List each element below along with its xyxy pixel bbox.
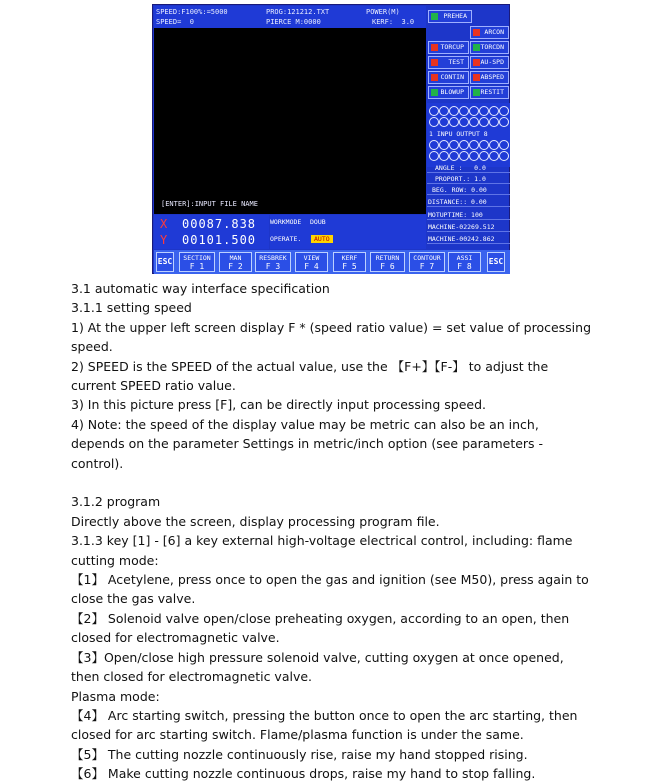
input-prompt: [ENTER]:INPUT FILE NAME — [161, 200, 258, 208]
input-led-icon — [439, 106, 449, 116]
f2-man-button[interactable]: MAN F 2 — [219, 252, 252, 272]
paragraph: 【2】 Solenoid valve open/close preheating oxygen, according to an open, then closed for electromagnetic valve. — [71, 610, 570, 646]
input-led-icon — [459, 117, 469, 127]
paragraph: 1) At the upper left screen display F * (speed ratio value) = set value of processing speed. — [71, 319, 592, 355]
output-led-icon — [449, 151, 459, 161]
output-led-icon — [429, 140, 439, 150]
document-body — [71, 279, 593, 782]
motuptime-readout: MOTUPTIME: 100 — [427, 210, 510, 220]
torcdn-button[interactable]: TORCDN — [470, 41, 509, 54]
beg-row-readout: BEG. ROW: 0.00 — [427, 185, 510, 195]
output-led-icon — [479, 140, 489, 150]
f8-assi-button[interactable]: ASSI F 8 — [448, 252, 481, 272]
workmode-value: DOUB — [310, 218, 326, 226]
output-led-icon — [459, 151, 469, 161]
workmode-label: WORKMODE — [270, 218, 302, 226]
io-indicator-panel — [427, 103, 510, 167]
status-led-icon — [473, 74, 480, 81]
input-led-icon — [479, 106, 489, 116]
output-led-icon — [439, 140, 449, 150]
f5-kerf-button[interactable]: KERF F 5 — [333, 252, 366, 272]
paragraph: 【5】 The cutting nozzle continuously rise, raise my hand stopped rising. — [71, 746, 528, 762]
paragraph: 【1】 Acetylene, press once to open the gas and ignition (see M50), press again to close the gas valve. — [71, 572, 589, 607]
input-led-icon — [469, 117, 479, 127]
input-led-icon — [449, 117, 459, 127]
output-led-icon — [429, 151, 439, 161]
io-label: 1 INPU OUTPUT 8 — [429, 130, 488, 138]
paragraph: Directly above the screen, display processing program file. — [71, 513, 440, 529]
esc-left-button[interactable]: ESC — [156, 252, 174, 272]
output-led-icon — [459, 140, 469, 150]
f3-resbrek-button[interactable]: RESBREK F 3 — [255, 252, 291, 272]
status-led-icon — [473, 29, 480, 36]
f6-return-button[interactable]: RETURN F 6 — [370, 252, 405, 272]
absped-button[interactable]: ABSPED — [470, 71, 509, 84]
output-led-icon — [449, 140, 459, 150]
graphics-viewport — [154, 28, 426, 214]
paragraph: 【6】 Make cutting nozzle continuous drops, raise my hand to stop falling. — [71, 766, 536, 782]
input-led-icon — [429, 117, 439, 127]
restit-button[interactable]: RESTIT — [470, 86, 509, 99]
y-coordinate: 00101.500 — [182, 233, 257, 247]
output-led-icon — [489, 151, 499, 161]
status-led-icon — [431, 44, 438, 51]
subsection-heading: 3.1.3 key [1] - [6] a key external high-voltage electrical control, including: flame cutting mode: — [71, 533, 573, 568]
input-led-icon — [439, 117, 449, 127]
paragraph: 4) Note: the speed of the display value may be metric can also be an inch, depends on the parameter Settings in metric/inch option (see parameters - control). — [71, 416, 544, 471]
machine-readout-1: MACHINE-02269.512 — [427, 222, 510, 232]
blowup-button[interactable]: BLOWUP — [428, 86, 469, 99]
output-led-icon — [469, 151, 479, 161]
input-led-icon — [489, 106, 499, 116]
cnc-screen-image — [152, 4, 510, 274]
input-led-icon — [469, 106, 479, 116]
input-led-icon — [499, 117, 509, 127]
operate-value: AUTO — [311, 235, 333, 243]
distance-readout: DISTANCE:: 0.00 — [427, 197, 510, 207]
status-led-icon — [431, 13, 438, 20]
paragraph: 2) SPEED is the SPEED of the actual value, use the 【F+】【F-】 to adjust the current SPEED ratio value. — [71, 358, 549, 394]
output-led-icon — [499, 151, 509, 161]
status-led-icon — [473, 89, 480, 96]
prehea-button[interactable]: PREHEA — [428, 10, 472, 23]
status-header — [154, 6, 426, 28]
contin-button[interactable]: CONTIN — [428, 71, 469, 84]
f4-view-button[interactable]: VIEW F 4 — [295, 252, 328, 272]
output-led-icon — [439, 151, 449, 161]
f7-contour-button[interactable]: CONTOUR F 7 — [409, 252, 445, 272]
au-spd-button[interactable]: AU-SPD — [470, 56, 509, 69]
coordinate-display — [154, 215, 269, 249]
machine-readout-2: MACHINE-00242.862 — [427, 234, 510, 244]
subsection-heading: 3.1.2 program — [71, 494, 161, 510]
spacer — [71, 473, 593, 492]
proport-readout: PROPORT.: 1.0 — [427, 174, 510, 184]
output-led-icon — [469, 140, 479, 150]
input-led-icon — [429, 106, 439, 116]
operate-label: OPERATE. — [270, 235, 302, 243]
angle-readout: ANGLE : 0.0 — [427, 163, 510, 173]
arcon-button[interactable]: ARCON — [470, 26, 509, 39]
status-led-icon — [473, 44, 480, 51]
input-led-icon — [499, 106, 509, 116]
test-button[interactable]: TEST — [428, 56, 469, 69]
output-led-icon — [489, 140, 499, 150]
power-label: POWER(M) — [366, 8, 400, 16]
speed-ratio: SPEED:F100%:=5000 — [156, 8, 228, 16]
x-axis-label: X — [160, 217, 168, 231]
paragraph: Plasma mode: — [71, 688, 160, 704]
kerf-value: KERF: 3.0 — [372, 18, 415, 26]
y-axis-label: Y — [160, 233, 168, 247]
x-coordinate: 00087.838 — [182, 217, 257, 231]
paragraph: 【4】 Arc starting switch, pressing the button once to open the arc starting, then closed for arc starting switch. Flame/plasma function is under the same. — [71, 707, 578, 743]
paragraph: 3) In this picture press [F], can be directly input processing speed. — [71, 397, 486, 413]
pierce-value: PIERCE M:0000 — [266, 18, 321, 26]
status-led-icon — [431, 74, 438, 81]
output-led-icon — [499, 140, 509, 150]
mode-panel — [270, 215, 426, 249]
paragraph: 【3】Open/close high pressure solenoid valve, cutting oxygen at once opened, then closed for electromagnetic valve. — [71, 649, 564, 685]
section-heading: 3.1 automatic way interface specification — [71, 281, 330, 296]
status-led-icon — [431, 89, 438, 96]
esc-right-button[interactable]: ESC — [487, 252, 505, 272]
f1-section-button[interactable]: SECTION F 1 — [179, 252, 215, 272]
subsection-heading: 3.1.1 setting speed — [71, 300, 192, 316]
status-led-icon — [431, 59, 438, 66]
program-name: PROG:121212.TXT — [266, 8, 330, 16]
input-led-icon — [489, 117, 499, 127]
output-led-icon — [479, 151, 489, 161]
torcup-button[interactable]: TORCUP — [428, 41, 469, 54]
input-led-icon — [479, 117, 489, 127]
speed-value: SPEED= 0 — [156, 18, 194, 26]
input-led-icon — [449, 106, 459, 116]
status-led-icon — [473, 59, 480, 66]
input-led-icon — [459, 106, 469, 116]
